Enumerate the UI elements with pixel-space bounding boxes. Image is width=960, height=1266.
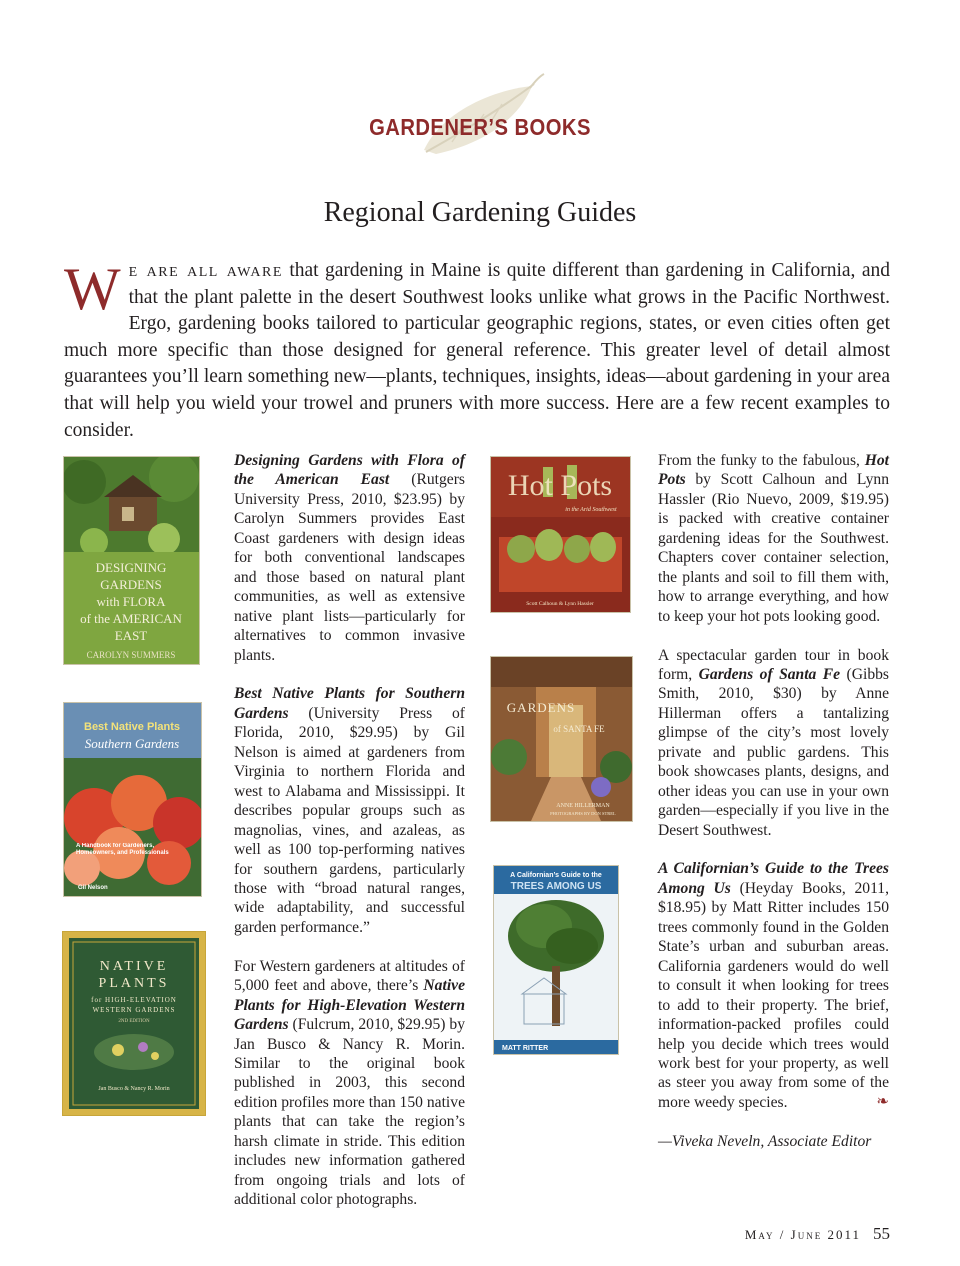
signoff: —Viveka Neveln, Associate Editor <box>658 1132 872 1150</box>
issue-date: May / June 2011 <box>744 1227 861 1242</box>
cover-title-line: NATIVE <box>99 959 169 974</box>
drop-cap: W <box>64 256 121 322</box>
cover-trees-among-us <box>493 865 619 1055</box>
cover-subtitle: WESTERN GARDENS <box>92 1006 176 1014</box>
cover-title: TREES AMONG US <box>510 881 602 892</box>
text-column-middle <box>234 451 465 1229</box>
cover-photographer: PHOTOGRAPHS BY DON STREL <box>550 811 616 816</box>
review-text: (Rutgers University Press, 2010, $23.95) by Carolyn Summers provides East Coast gardeners with design ideas for both conventional landscapes and those based on natural plant communities, as well as extensive native plant lists—particularly for alternatives to common invasive plants. <box>234 471 465 664</box>
cover-title-line: with FLORA <box>96 594 166 609</box>
page-number: 55 <box>873 1224 890 1243</box>
cover-designing-gardens <box>63 456 200 665</box>
review-designing-gardens <box>234 451 465 665</box>
book-title: Gardens of Santa Fe <box>698 665 841 683</box>
cover-authors: Jan Busco & Nancy R. Morin <box>98 1086 170 1092</box>
intro-lead-in: e are all aware <box>128 260 283 281</box>
cover-title-line: DESIGNING <box>95 560 167 575</box>
review-hot-pots <box>658 451 889 626</box>
review-text: A spectacular garden tour in book form, <box>658 646 889 683</box>
review-text: (Fulcrum, 2010, $29.95) by Jan Busco & Nancy R. Morin. Similar to the original book published in 2003, this second edition profiles more than 150 native plants that can take the region’s harsh climate in stride. This edition includes new information gathered from ongoing trials and lots of additional color photographs. <box>234 1016 465 1209</box>
intro-paragraph <box>64 258 890 444</box>
cover-title: A Californian’s Guide to the <box>510 872 602 879</box>
cover-subtitle: A Handbook for Gardeners, Homeowners, and Professionals <box>76 843 169 856</box>
book-title: Hot Pots <box>658 452 889 489</box>
review-text: (Heyday Books, 2011, $18.95) by Matt Ritter includes 150 trees commonly found in the Golden State’s urban and suburban areas. California gardeners would do well to consult it when looking for trees to add to their property. The brief, information-packed profiles could help you decide which trees would work best for your property, as well as steer you away from some of the more weedy species. <box>658 879 889 1111</box>
cover-title: GARDENS <box>506 700 576 715</box>
review-santa-fe <box>658 646 889 841</box>
cover-title-line: EAST <box>114 628 148 643</box>
cover-hot-pots <box>490 456 631 613</box>
folio <box>745 1224 890 1244</box>
cover-title-line: GARDENS <box>100 577 162 592</box>
section-label: GARDENER’S BOOKS <box>369 114 591 140</box>
cover-title: Best Native Plants <box>84 721 180 733</box>
cover-author: Gil Nelson <box>78 885 108 891</box>
cover-best-native-plants <box>63 702 202 897</box>
review-text: by Scott Calhoun and Lynn Hassler (Rio Nuevo, 2009, $19.95) is packed with creative container gardening ideas for the Southwest. Chapters cover container selection, the plants and soil to fill them with, how to arrange everything, and how to keep your hot pots looking good. <box>658 471 889 625</box>
cover-authors: Scott Calhoun & Lynn Hassler <box>526 601 594 607</box>
review-text: For Western gardeners at altitudes of 5,000 feet and above, there’s <box>234 957 465 995</box>
book-title: Native Plants for High-Elevation Western Gardens <box>234 977 465 1034</box>
review-trees-among-us <box>658 859 889 1112</box>
review-text: (Gibbs Smith, 2010, $30) by Anne Hillerman offers a tantalizing glimpse of the city’s most lovely private and public gardens. This book showcases plants, designs, and other ideas you can use in your own garden—especially if you live in the Desert Southwest. <box>658 665 889 839</box>
cover-subtitle: for HIGH-ELEVATION <box>91 996 177 1004</box>
cover-edition: 2ND EDITION <box>118 1019 150 1024</box>
cover-gardens-of-santa-fe <box>490 656 633 822</box>
fleuron-icon: ❧ <box>876 1093 889 1110</box>
book-title: Best Native Plants for Southern Gardens <box>234 685 465 722</box>
review-best-native-plants <box>234 684 465 937</box>
cover-title: Southern Gardens <box>84 736 180 751</box>
review-text: (University Press of Florida, 2010, $29.95) by Gil Nelson is aimed at gardeners from Virginia to northern Florida and west to Alabama and Mississippi. It describes popular groups such as magnolias, vines, and azaleas, as well as 100 top-performing natives for southern gardens, particularly those with “broad natural ranges, wide adaptability, and successful garden performance.” <box>234 704 465 936</box>
cover-author: CAROLYN SUMMERS <box>86 650 176 660</box>
review-text: From the funky to the fabulous, <box>658 452 865 469</box>
cover-title: of SANTA FE <box>553 724 605 734</box>
cover-title-line: of the AMERICAN <box>80 611 182 626</box>
intro-text: that gardening in Maine is quite different than gardening in California, and that the plant palette in the desert Southwest looks unlike what grows in the Pacific Northwest. Ergo, gardening books tailored to particular geographic regions, states, or even cities often get much more specific than those designed for general reference. This greater level of detail almost guarantees you’ll learn something new—plants, techniques, insights, ideas—about gardening in your area that will help you wield your trowel and pruners with more success. Here are a few recent examples to consider. <box>64 260 890 441</box>
cover-title: Hot Pots <box>507 469 613 502</box>
review-high-elevation <box>234 957 465 1210</box>
book-title: A Californian’s Guide to the Trees Among Us <box>658 860 889 897</box>
book-title: Designing Gardens with Flora of the American East <box>234 452 465 489</box>
cover-title-line: PLANTS <box>98 976 170 991</box>
cover-author: ANNE HILLERMAN <box>556 803 610 809</box>
text-column-right <box>658 451 889 1171</box>
cover-author: MATT RITTER <box>502 1045 549 1052</box>
cover-subtitle: in the Arid Southwest <box>565 507 617 513</box>
page-title: Regional Gardening Guides <box>323 197 637 228</box>
cover-native-plants-high-elevation <box>62 931 206 1116</box>
